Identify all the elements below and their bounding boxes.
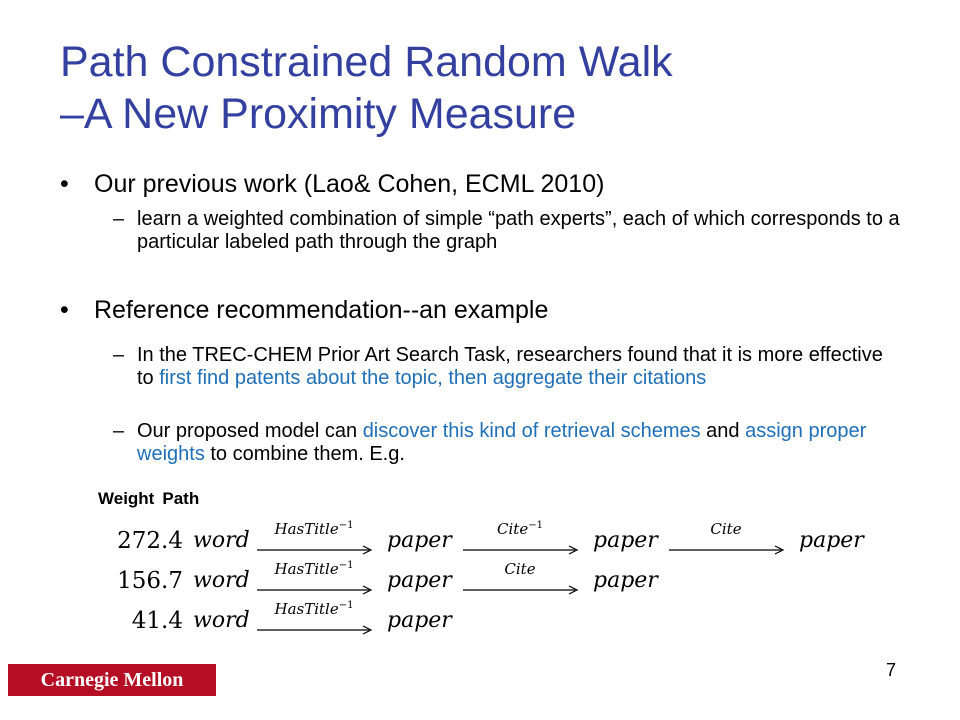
edge-label — [255, 600, 373, 618]
bullet-1-text: Our previous work (Lao& Cohen, ECML 2010) — [94, 170, 605, 198]
relation-inverse-mark: −1 — [338, 520, 354, 531]
sub-dash: – — [113, 344, 125, 366]
path-weight: 41.4 — [131, 608, 183, 634]
slide-title — [60, 36, 920, 140]
path-edge — [667, 520, 797, 560]
edge-label — [255, 560, 373, 578]
relation-inverse-mark: −1 — [338, 560, 354, 571]
path-edge — [461, 560, 591, 600]
path-node: word — [193, 608, 250, 633]
path-weight: 156.7 — [117, 568, 183, 594]
path-edge — [255, 560, 385, 600]
page-number: 7 — [886, 660, 897, 680]
path-weight: 272.4 — [117, 528, 183, 554]
path-node: paper — [387, 608, 452, 633]
weight-header: Weight — [98, 489, 155, 508]
sub-text: learn a weighted combination of simple “path experts”, each of which corresponds to a particular labeled path through the graph — [137, 208, 900, 253]
relation-name: HasTitle — [274, 560, 339, 578]
bullet-1-sub-1 — [113, 208, 903, 254]
relation-name: HasTitle — [274, 600, 339, 618]
highlight-text: assign proper weights — [137, 420, 867, 465]
arrow-icon — [255, 584, 377, 596]
relation-name: Cite — [710, 520, 742, 538]
weight-path-header — [98, 489, 207, 509]
path-header: Path — [162, 489, 200, 508]
path-node: paper — [593, 528, 658, 553]
relation-inverse-mark: −1 — [528, 520, 543, 531]
path-node: paper — [593, 568, 658, 593]
arrow-icon — [667, 544, 789, 556]
edge-label — [667, 520, 785, 538]
highlight-text: discover this kind of retrieval schemes — [362, 420, 701, 442]
relation-name: HasTitle — [274, 520, 339, 538]
path-node: paper — [799, 528, 864, 553]
sub-text: In the TREC-CHEM Prior Art Search Task, researchers found that it is more effective to — [137, 344, 883, 389]
title-line-1: Path Constrained Random Walk — [60, 38, 673, 86]
edge-label — [461, 520, 579, 538]
carnegie-mellon-logo: Carnegie Mellon — [8, 664, 216, 696]
sub-text: and — [700, 420, 746, 442]
arrow-icon — [255, 544, 377, 556]
bullet-dot-2: • — [60, 296, 69, 324]
title-line-2: –A New Proximity Measure — [60, 90, 577, 138]
relation-name: Cite — [497, 520, 529, 538]
path-edge — [255, 520, 385, 560]
arrow-icon — [255, 624, 377, 636]
relation-name: Cite — [504, 560, 536, 578]
relation-inverse-mark: −1 — [338, 600, 354, 611]
bullet-2-sub-1 — [113, 344, 903, 390]
edge-label — [461, 560, 579, 578]
edge-label — [255, 520, 373, 538]
sub-text: Our proposed model can — [137, 420, 363, 442]
sub-text: to combine them. E.g. — [204, 443, 405, 465]
path-edge — [461, 520, 591, 560]
bullet-dot-1: • — [60, 170, 69, 198]
path-node: word — [193, 528, 250, 553]
path-node: word — [193, 568, 250, 593]
bullet-2-sub-2 — [113, 420, 903, 466]
arrow-icon — [461, 584, 583, 596]
arrow-icon — [461, 544, 583, 556]
path-node: paper — [387, 568, 452, 593]
path-node: paper — [387, 528, 452, 553]
sub-dash: – — [113, 420, 125, 442]
bullet-2-text: Reference recommendation--an example — [94, 296, 549, 324]
highlight-text: first find patents about the topic, then aggregate their citations — [159, 367, 707, 389]
sub-dash: – — [113, 208, 125, 230]
path-edge — [255, 600, 385, 640]
